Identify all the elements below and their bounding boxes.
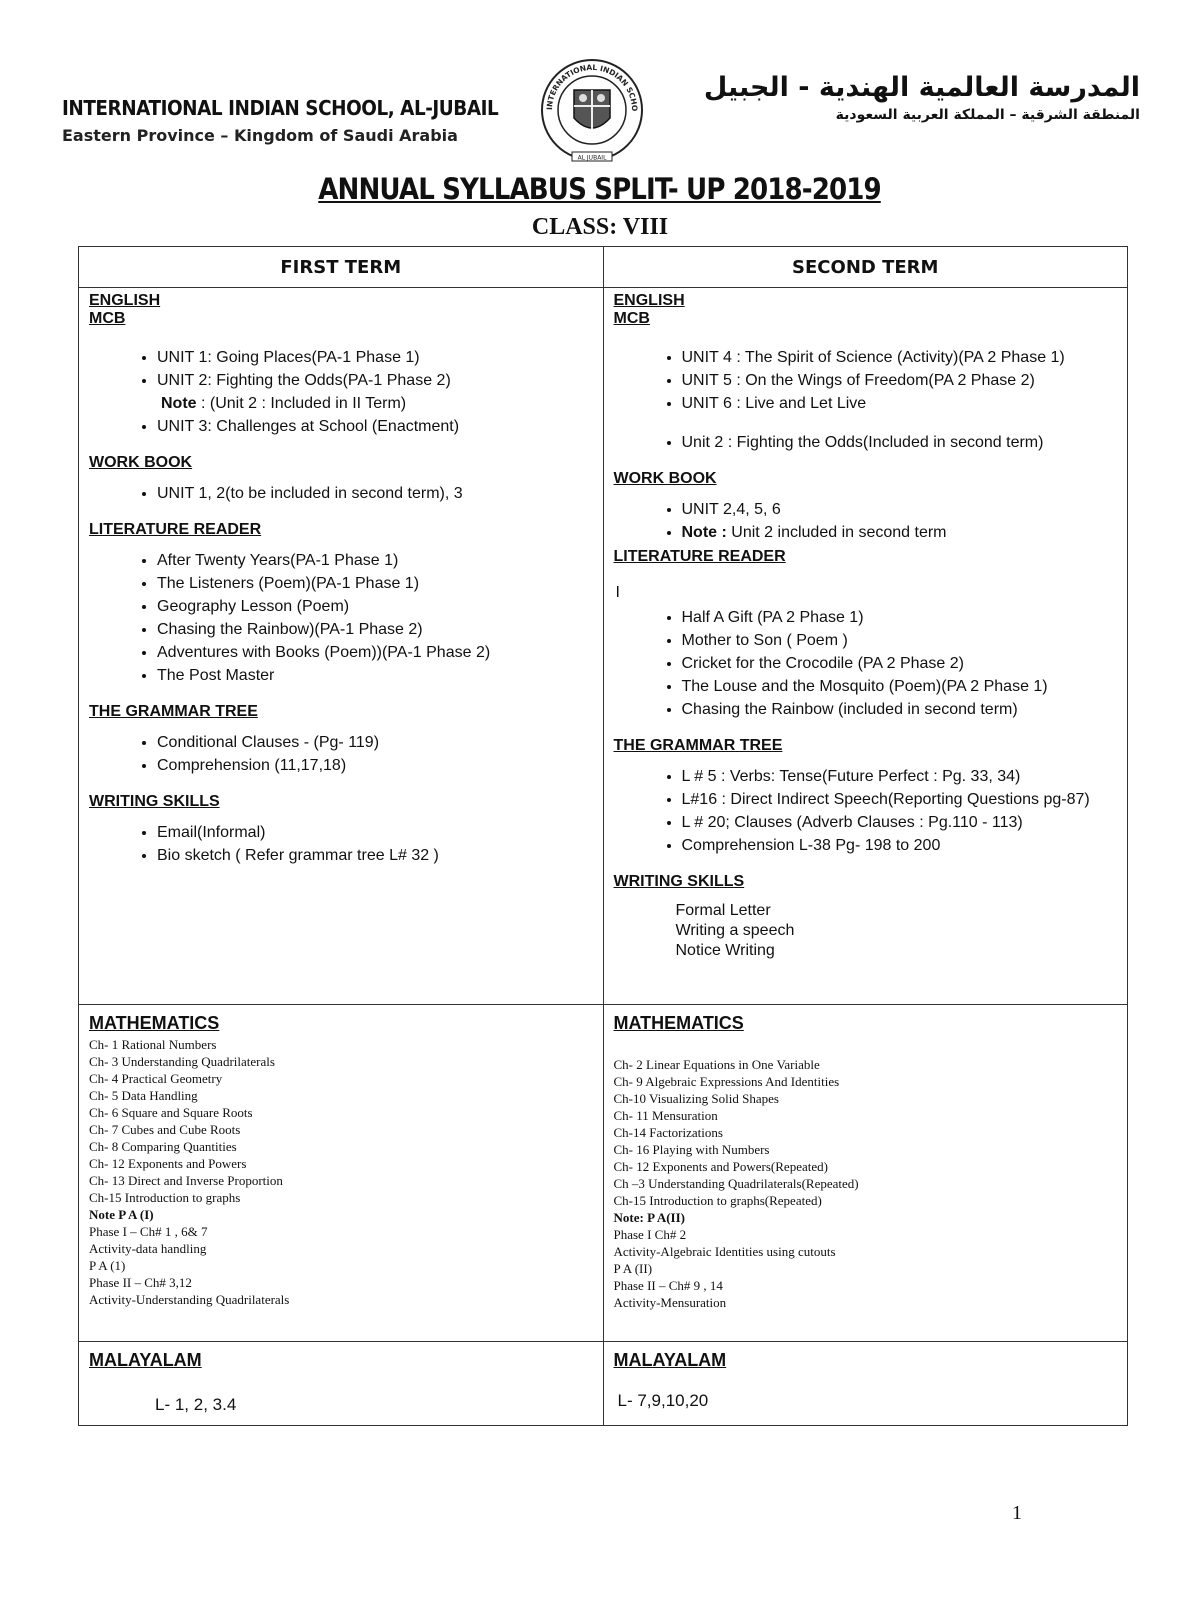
- list-item: Writing a speech: [675, 922, 795, 939]
- math-line: Ch- 9 Algebraic Expressions And Identities: [613, 1074, 840, 1089]
- table-header-row: [79, 247, 1128, 288]
- math-line: Ch- 13 Direct and Inverse Proportion: [89, 1173, 283, 1188]
- writing-list: [614, 901, 1118, 961]
- math-line: Ch- 2 Linear Equations in One Variable: [613, 1057, 820, 1072]
- math-line: Activity-Mensuration: [613, 1295, 727, 1310]
- english-heading: ENGLISH: [89, 292, 161, 309]
- first-term-header: FIRST TERM: [79, 247, 604, 288]
- note-text: : (Unit 2 : Included in II Term): [196, 395, 407, 412]
- math-line: Ch- 7 Cubes and Cube Roots: [89, 1122, 241, 1137]
- math-list: [614, 1056, 1118, 1311]
- list-item: • Chasing the Rainbow)(PA-1 Phase 2): [157, 618, 593, 641]
- list-item: • Bio sketch ( Refer grammar tree L# 32 ): [157, 844, 593, 867]
- mcb-note: [89, 392, 593, 415]
- math-line: Ch- 12 Exponents and Powers(Repeated): [613, 1159, 828, 1174]
- english-heading: ENGLISH: [613, 292, 685, 309]
- school-logo: [538, 52, 646, 170]
- page-title: ANNUAL SYLLABUS SPLIT- UP 2018-2019: [318, 172, 882, 206]
- second-term-header: SECOND TERM: [603, 247, 1128, 288]
- math-line: Ch-10 Visualizing Solid Shapes: [613, 1091, 779, 1106]
- list-item: • UNIT 6 : Live and Let Live: [682, 392, 1118, 415]
- list-item: • UNIT 1: Going Places(PA-1 Phase 1): [157, 346, 593, 369]
- list-item: • UNIT 3: Challenges at School (Enactment): [157, 415, 593, 438]
- math-heading: MATHEMATICS: [613, 1013, 744, 1033]
- list-item: • The Listeners (Poem)(PA-1 Phase 1): [157, 572, 593, 595]
- mcb-heading: MCB: [613, 310, 650, 327]
- list-item: • Unit 2 : Fighting the Odds(Included in second term): [682, 431, 1118, 454]
- grammar-list: [89, 731, 593, 777]
- math-line: Ch-14 Factorizations: [613, 1125, 723, 1140]
- literature-heading: LITERATURE READER: [89, 521, 262, 538]
- mcb-extra-list: [614, 431, 1118, 454]
- second-term-math-cell: [603, 1005, 1128, 1342]
- math-line: Activity-Understanding Quadrilaterals: [89, 1292, 290, 1307]
- math-line: Activity-data handling: [89, 1241, 207, 1256]
- math-line: Phase I Ch# 2: [613, 1227, 687, 1242]
- school-header-arabic: [704, 72, 1140, 123]
- stray-mark: I: [615, 584, 620, 601]
- class-subtitle: CLASS: VIII: [531, 214, 669, 240]
- list-item: • After Twenty Years(PA-1 Phase 1): [157, 549, 593, 572]
- grammar-list: [614, 765, 1118, 857]
- list-item: • L#16 : Direct Indirect Speech(Reporting Questions pg-87): [682, 788, 1118, 811]
- svg-text:AL JUBAIL: AL JUBAIL: [577, 154, 607, 162]
- list-item: [682, 521, 1118, 544]
- syllabus-table: [78, 246, 1128, 1426]
- math-heading: MATHEMATICS: [89, 1013, 220, 1033]
- malayalam-lessons: L- 1, 2, 3.4: [155, 1395, 237, 1414]
- page-title-wrap: [0, 172, 1200, 206]
- math-line: Ch- 4 Practical Geometry: [89, 1071, 223, 1086]
- writing-heading: WRITING SKILLS: [89, 793, 220, 810]
- list-item: • Adventures with Books (Poem))(PA-1 Phase 2): [157, 641, 593, 664]
- second-term-english-cell: [603, 288, 1128, 1005]
- list-item: Formal Letter: [675, 902, 771, 919]
- math-line: Activity-Algebraic Identities using cutouts: [613, 1244, 836, 1259]
- workbook-list: [614, 498, 1118, 544]
- list-item: • Mother to Son ( Poem ): [682, 629, 1118, 652]
- math-line: P A (II): [613, 1261, 653, 1276]
- math-line: Ch-15 Introduction to graphs(Repeated): [613, 1193, 822, 1208]
- list-item: • The Louse and the Mosquito (Poem)(PA 2 Phase 1): [682, 675, 1118, 698]
- malayalam-heading: MALAYALAM: [89, 1350, 202, 1370]
- list-item: • Cricket for the Crocodile (PA 2 Phase 2): [682, 652, 1118, 675]
- math-line: P A (1): [89, 1258, 126, 1273]
- writing-heading: WRITING SKILLS: [613, 873, 745, 890]
- list-item: • UNIT 1, 2(to be included in second term), 3: [157, 482, 593, 505]
- math-list: [89, 1036, 593, 1308]
- note-label: Note: [161, 395, 197, 412]
- mathematics-row: [79, 1005, 1128, 1342]
- list-item: • L # 20; Clauses (Adverb Clauses : Pg.110 - 113): [682, 811, 1118, 834]
- math-line: Note P A (I): [89, 1207, 154, 1222]
- math-line: Ch- 12 Exponents and Powers: [89, 1156, 247, 1171]
- workbook-heading: WORK BOOK: [613, 470, 717, 487]
- list-item: • The Post Master: [157, 664, 593, 687]
- math-line: Ch- 3 Understanding Quadrilaterals: [89, 1054, 275, 1069]
- mcb-heading: MCB: [89, 310, 126, 327]
- list-item: Notice Writing: [675, 942, 775, 959]
- first-term-math-cell: [79, 1005, 604, 1342]
- note-label: Note :: [681, 524, 727, 541]
- workbook-list: [89, 482, 593, 505]
- math-line: Note: P A(II): [613, 1210, 685, 1225]
- list-item: • Half A Gift (PA 2 Phase 1): [682, 606, 1118, 629]
- second-term-malayalam-cell: [603, 1342, 1128, 1426]
- page-number: 1: [1012, 1502, 1022, 1524]
- note-text: Unit 2 included in second term: [726, 524, 947, 541]
- list-item: • UNIT 4 : The Spirit of Science (Activity)(PA 2 Phase 1): [682, 346, 1118, 369]
- list-item: • Comprehension (11,17,18): [157, 754, 593, 777]
- workbook-heading: WORK BOOK: [89, 454, 193, 471]
- list-item: • UNIT 5 : On the Wings of Freedom(PA 2 Phase 2): [682, 369, 1118, 392]
- list-item: • Geography Lesson (Poem): [157, 595, 593, 618]
- first-term-english-cell: [79, 288, 604, 1005]
- math-line: Ch- 1 Rational Numbers: [89, 1037, 217, 1052]
- malayalam-heading: MALAYALAM: [613, 1350, 727, 1370]
- school-header-english: [62, 96, 536, 145]
- math-line: Ch –3 Understanding Quadrilaterals(Repeated): [613, 1176, 859, 1191]
- grammar-heading: THE GRAMMAR TREE: [613, 737, 783, 754]
- literature-list: [89, 549, 593, 687]
- malayalam-row: [79, 1342, 1128, 1426]
- svg-text:INTERNATIONAL INDIAN SCHOOLS K: INTERNATIONAL INDIAN SCHO: [544, 62, 640, 112]
- literature-heading: LITERATURE READER: [613, 548, 786, 565]
- literature-list: [614, 606, 1118, 721]
- mcb-list: [614, 346, 1118, 415]
- math-line: Ch-15 Introduction to graphs: [89, 1190, 241, 1205]
- list-item: • Email(Informal): [157, 821, 593, 844]
- math-line: Ch- 11 Mensuration: [613, 1108, 718, 1123]
- arabic-school-name: المدرسة العالمية الهندية - الجبيل: [703, 72, 1140, 103]
- math-line: Ch- 6 Square and Square Roots: [89, 1105, 253, 1120]
- math-line: Ch- 8 Comparing Quantities: [89, 1139, 237, 1154]
- math-line: Phase I – Ch# 1 , 6& 7: [89, 1224, 208, 1239]
- grammar-heading: THE GRAMMAR TREE: [89, 703, 258, 720]
- list-item: • Conditional Clauses - (Pg- 119): [157, 731, 593, 754]
- math-line: Ch- 16 Playing with Numbers: [613, 1142, 770, 1157]
- first-term-malayalam-cell: [79, 1342, 604, 1426]
- list-item: • Comprehension L-38 Pg- 198 to 200: [682, 834, 1118, 857]
- mcb-list-continued: [89, 415, 593, 438]
- math-line: Phase II – Ch# 9 , 14: [613, 1278, 723, 1293]
- malayalam-lessons: L- 7,9,10,20: [617, 1391, 709, 1410]
- list-item: • UNIT 2: Fighting the Odds(PA-1 Phase 2): [157, 369, 593, 392]
- math-line: Ch- 5 Data Handling: [89, 1088, 198, 1103]
- list-item: • L # 5 : Verbs: Tense(Future Perfect : Pg. 33, 34): [682, 765, 1118, 788]
- writing-list: [89, 821, 593, 867]
- list-item: • UNIT 2,4, 5, 6: [682, 498, 1118, 521]
- english-row: [79, 288, 1128, 1005]
- math-line: Phase II – Ch# 3,12: [89, 1275, 192, 1290]
- arabic-location: المنطقة الشرقية – المملكة العربية السعودية: [835, 107, 1140, 123]
- school-location: Eastern Province – Kingdom of Saudi Arabia: [62, 126, 458, 145]
- school-name: INTERNATIONAL INDIAN SCHOOL, AL-JUBAIL: [62, 96, 499, 120]
- mcb-list: [89, 346, 593, 392]
- list-item: • Chasing the Rainbow (included in second term): [682, 698, 1118, 721]
